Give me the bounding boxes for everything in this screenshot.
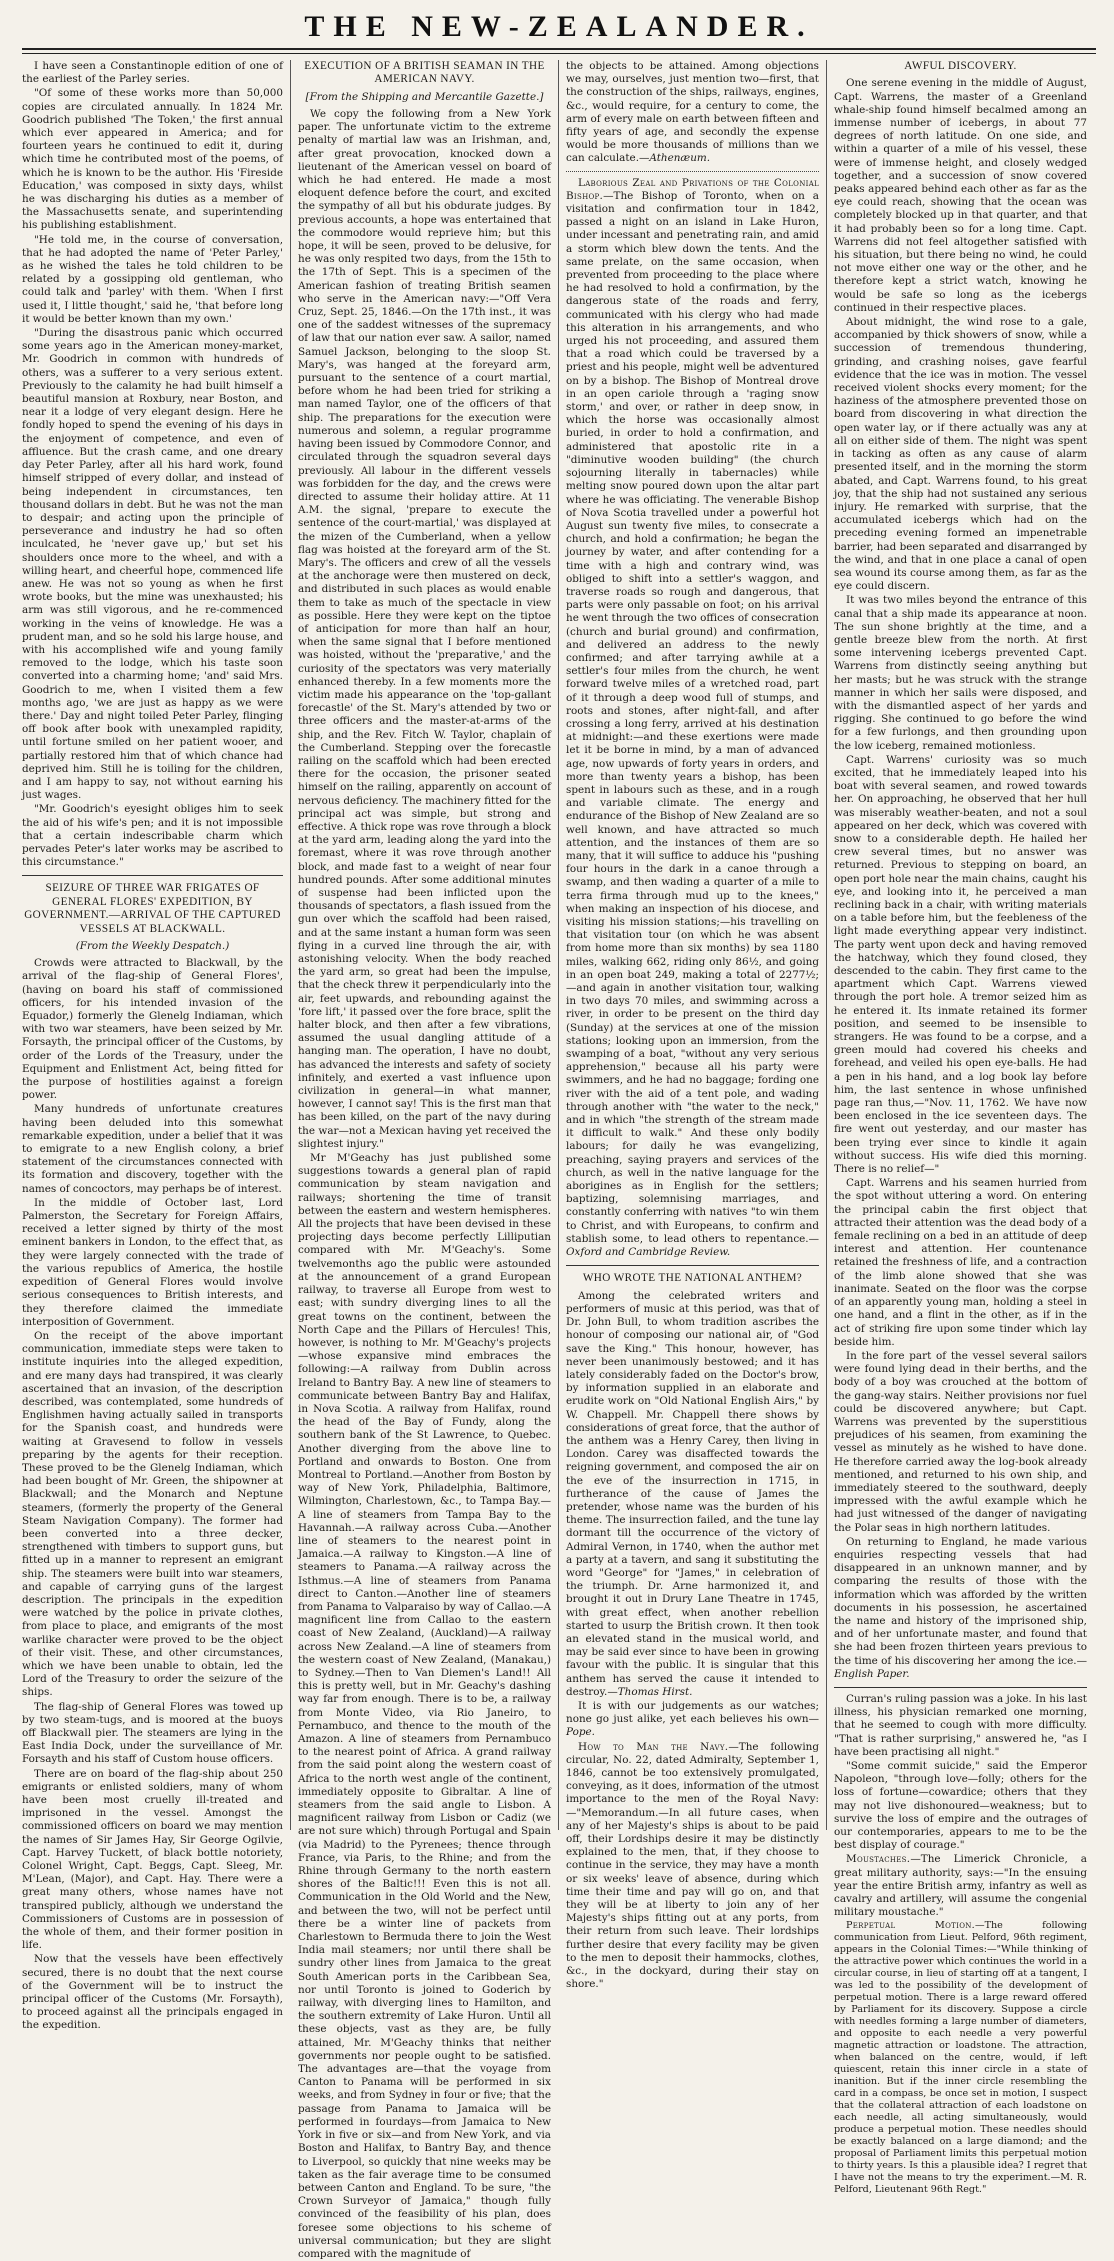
paragraph [834,1920,1087,2196]
article-source: Thomas Hirst. [617,1685,693,1698]
paragraph-text: On returning to England, he made various enquiries respecting vessels that had disappeared in an unknown manner, and by comparing the results of those with the information which was afforded by the written documents in his possession, he ascertained the name and history of the imprisoned ship, and of her unfortunate master, and found that she had been frozen thirteen years previous to the time of his discovering her among the ice.— [834,1535,1087,1667]
article-source: Athenæum. [649,152,711,165]
article-headline: AWFUL DISCOVERY. [904,60,1017,72]
paragraph: Crowds were attracted to Blackwall, by the arrival of the flag-ship of General Flores', (having on board his staff of commissioned officers, for his intended invasion of the Equador,) formerly the Glenelg Indiaman, which with two war steamers, have been seized by Mr. Forsayth, the principal officer of the Customs, by order of the Lords of the Treasury, under the Equipment and Enlistment Act, being fitted for the purpose of hostilities against a foreign power. [22,957,283,1102]
paragraph [566,177,819,1260]
paragraph-text: —The Limerick Chronicle, a great military authority, says:—"In the ensuing year the entire British army, infantry as well as cavalry and artillery, will assume the congenial military moustache." [834,1853,1087,1919]
paragraph [566,1700,819,1740]
paragraph [834,1853,1087,1919]
paragraph-text: —The following circular, No. 22, dated Admiralty, September 1, 1846, cannot be too extensively promulgated, conveying, as it does, information of the utmost importance to the men of the Royal Navy:—"Memorandum.—In all future cases, when any of her Majesty's ships is about to be paid off, their Lordships desire it may be distinctly explained to the men, that, if they choose to continue in the service, they may have a month or six weeks' leave of absence, during which time their time and pay will go on, and that they will be at liberty to join any of her Majesty's ships fitting out at any ports, from their return from such leave. Their lordships further desire that every facility may be given to the men to deposit their hammocks, clothes, &c., in the dockyard, during their stay on shore." [566,1740,819,1991]
paragraph: In the fore part of the vessel several sailors were found lying dead in their berths, and the body of a boy was crouched at the bottom of the gang-way stairs. Neither provisions nor fuel could be discovered anywhere; but Capt. Warrens was prevented by the superstitious prejudices of his seamen, from examining the vessel as minutely as he wished to have done. He therefore carried away the log-book already mentioned, and returned to his own ship, and immediately steered to the southward, deeply impressed with the awful example which he had just witnessed of the danger of navigating the Polar seas in high northern latitudes. [834,1349,1087,1534]
article-lead: How to Man the Navy. [578,1740,729,1753]
article-divider [566,1265,819,1266]
signature: M. R. Pelford, Lieutenant 96th Regt." [834,2172,1087,2196]
article-headline: EXECUTION OF A BRITISH SEAMAN IN THE AMERICAN NAVY. [304,60,545,86]
paragraph: Capt. Warrens' curiosity was so much excited, that he immediately leaped into his boat with several seamen, and rowed towards her. On approaching, he observed that her hull was miserably weather-beaten, and not a soul appeared on her deck, which was covered with snow to a considerable depth. He hailed her crew several times, but no answer was returned. Previous to stepping on board, an open port hole near the main chains, caught his eye, and looking into it, he perceived a man reclining back in a chair, with writing materials on a table before him, but the feebleness of the light made everything appear very indistinct. The party went upon deck and having removed the hatchway, which they found closed, they descended to the cabin. They first came to the apartment which Capt. Warrens viewed through the port hole. A tremor seized him as he entered it. Its inmate retained its former position, and seemed to be insensible to strangers. He was found to be a corpse, and a green mould had covered his cheeks and forehead, and veiled his open eye-balls. He had a pen in his hand, and a log book lay before him, the last sentence in whose unfinished page ran thus,—"Nov. 11, 1762. We have now been enclosed in the ice seventeen days. The fire went out yesterday, and our master has been trying ever since to kindle it again without success. His wife died this morning. There is no relief—" [834,753,1087,1176]
article-source: (From the Weekly Despatch.) [75,940,230,953]
paragraph: Curran's ruling passion was a joke. In his last illness, his physician remarked one morning, that he seemed to cough with more difficulty. "That is rather surprising," answered he, "as I have been practising all night." [834,1692,1087,1758]
paragraph: "During the disastrous panic which occurred some years ago in the American money-market, Mr. Goodrich in common with hundreds of others, was a sufferer to a very serious extent. Previously to the calamity he had built himself a beautiful mansion at Roxbury, near Boston, and near it a lodge of very elegant design. Here he fondly hoped to spend the evening of his days in the enjoyment of competence, and even of affluence. But the crash came, and one dreary day Peter Parley, after all his hard work, found himself stripped of every dollar, and instead of being independent in circumstances, ten thousand dollars in debt. But he was not the man to despair; and acting upon the principle of perseverance and industry he had so often inculcated, he 'never gave up,' but set his shoulders once more to the wheel, and with a willing heart, and cheerful hope, commenced life anew. He was not so young as when he first wrote books, but the mine was unexhausted; his arm was still vigorous, and he re-commenced working in the veins of knowledge. He was a prudent man, and so he sold his large house, and with his accomplished wife and young family removed to the lodge, which his taste soon converted into a charming home; 'and' said Mrs. Goodrich to me, when I visited them a few months ago, 'we are just as happy as we were there.' Day and night toiled Peter Parley, flinging off book after book with unexampled rapidity, until fortune smiled on her patient wooer, and partially restored him that of which chance had deprived him. Still he is toiling for the children, and I am happy to say, not without earning his just wages. [22,327,283,802]
article-source: Oxford and Cambridge Review. [566,1246,731,1259]
article-divider [834,1687,1087,1688]
paragraph: One serene evening in the middle of August, Capt. Warrens, the master of a Greenland whale-ship found himself becalmed among an immense number of icebergs, in about 77 degrees of north latitude. On one side, and within a quarter of a mile of his vessel, these were of immense height, and closely wedged together, and a succession of snow covered peaks appeared behind each other as far as the eye could reach, showing that the ocean was completely blocked up in that quarter, and that it had probably been so for a long time. Capt. Warrens did not feel altogether satisfied with his situation, but there being no wind, he could not move either one way or the other, and he therefore kept a strict watch, knowing he would be safe so long as the icebergs continued in their respective places. [834,77,1087,314]
paragraph-text: —The Bishop of Toronto, when on a visitation and confirmation tour in 1842, passed a night on an island in Lake Huron, under incessant and penetrating rain, and amid a storm which blew down the tents. And the same prelate, on the same occasion, when prevented from proceeding to the place where he had resolved to hold a confirmation, by the dangerous state of the roads and ferry, communicated with his clergy who had made this alteration in his arrangements, and who urged his not proceeding, and assured them that a road which could be traversed by a priest and his people, might well be adventured on by a bishop. The Bishop of Montreal drove in an open cariole through a 'raging snow storm,' and over, or rather in deep snow, in which the horse was occasionally almost buried, in order to hold a confirmation, and administered that apostolic rite in a "diminutive wooden building" (the church sojourning literally in tabernacles) while melting snow poured down upon the altar part where he was officiating. The venerable Bishop of Nova Scotia travelled under a powerful hot August sun twenty five miles, to consecrate a church, and hold a confirmation; he began the journey by water, and after contending for a time with a high and contrary wind, was obliged to shift into a settler's waggon, and traverse roads so rough and dangerous, that parts were only passable on foot; on his arrival he went through the two offices of consecration (church and burial ground) and confirmation, and delivered an address to the newly confirmed; and after tarrying awhile at a settler's four miles from the church, he went forward twelve miles of a wretched road, part of it through a deep wood full of stumps, and roots and stones, after night-fall, and after crossing a long ferry, arrived at his destination at midnight:—and these exertions were made let it be borne in mind, by a man of advanced age, now upwards of forty years in orders, and more than twenty years a bishop, has been spent in labours such as these, and in a rough and variable climate. The energy and endurance of the Bishop of New Zealand are so well known, and have attracted so much attention, and the instances of them are so many, that it will suffice to adduce his "pushing four hours in the dark in a canoe through a swamp, and then wading a quarter of a mile to terra firma through mud up to the knees," when making an inspection of his diocese, and visiting his mission stations;—his travelling on that visitation tour (on which he was absent from home more than six months) by sea 1180 miles, walking 662, riding only 86½, and going in an open boat 249, making a total of 2277½;—and again in another visitation tour, walking in two days 70 miles, and swimming across a river, in order to be present on the third day (Sunday) at the services at one of the mission stations; looking upon an immersion, from the swamping of a boat, "without any very serious apprehension," because all his party were swimmers, and he had no baggage; fording one river with the aid of a tent pole, and wading through another with "the water to the neck," and in which "the strength of the stream made it difficult to walk." And these only bodily labours; for daily he was evangelizing, preaching, saying prayers and services of the church, as well in the native language for the aborigines as in English for the settlers; baptizing, solemnising marriages, and constantly conferring with natives "to win them to Christ, and with Europeans, to confirm and stablish some, to lead others to repentance.— [566,189,819,1245]
column-2 [290,60,558,2260]
paragraph: We copy the following from a New York paper. The unfortunate victim to the extreme penalty of martial law was an Irishman, and, after great provocation, knocked down a lieutenant of the American vessel on board of which he had entered. He made a most eloquent defence before the court, and excited the sympathy of all but his obdurate judges. By previous accounts, a hope was entertained that the commodore would reprieve him; but this hope, it will be seen, proved to be delusive, for he was only respited two days, from the 15th to the 17th of Sept. This is a specimen of the American fashion of treating British seamen who serve in the American navy:—"Off Vera Cruz, Sept. 25, 1846.—On the 17th inst., it was one of the saddest witnesses of the supremacy of law that our nation ever saw. A sailor, named Samuel Jackson, belonging to the sloop St. Mary's, was hanged at the foreyard arm, pursuant to the sentence of a court martial, before whom he had been tried for striking a man named Taylor, one of the officers of that ship. The preparations for the execution were numerous and solemn, a regular programme having been issued by Commodore Connor, and circulated through the squadron several days previously. All labour in the different vessels was forbidden for the day, and the crews were directed to assume their holiday attire. At 11 A.M. the signal, 'prepare to execute the sentence of the court-martial,' was displayed at the mizen of the Cumberland, when a yellow flag was hoisted at the foreyard arm of the St. Mary's. The officers and crew of all the vessels at the anchorage were then mustered on deck, and distributed in such places as would enable them to take as much of the spectacle in view as possible. Here they were kept on the tiptoe of anticipation for more than half an hour, when the same signal that I before mentioned was hoisted, without the 'preparative,' and the curiosity of the spectators was very materially enhanced thereby. In a few moments more the victim made his appearance on the 'top-gallant forecastle' of the St. Mary's attended by two or three officers and the master-at-arms of the ship, and the Rev. Fitch W. Taylor, chaplain of the Cumberland. Stepping over the forecastle railing on the scaffold which had been erected there for the occasion, the prisoner seated himself on the railing, apparently on account of nervous deficiency. The machinery fitted for the principal act was simple, but strong and effective. A thick rope was rove through a block at the yard arm, leading along the yard into the foremast, where it was rove through another block, and made fast to a weight of near four hundred pounds. After some additional minutes of suspense had been inflicted upon the thousands of spectators, a flash issued from the gun over which the scaffold had been raised, and at the same instant a human form was seen flying in a curved line through the air, with astonishing velocity. When the body reached the yard arm, so great had been the impulse, that the check threw it perpendicularly into the air, feet upwards, and rebounding against the 'fore lift,' it passed over the fore brace, split the halter block, and then after a few vibrations, assumed the usual dangling attitude of a hanging man. The operation, I have no doubt, has advanced the interests and safety of society infinitely, and exerted a vast influence upon civilization in general—in what manner, however, I cannot say! This is the first man that has been killed, on the part of the navy during the war—not a Mexican having yet received the slightest injury." [298,108,552,1150]
paragraph: I have seen a Constantinople edition of one of the earliest of the Parley series. [22,60,283,86]
paragraph: There are on board of the flag-ship about 250 emigrants or enlisted soldiers, many of whom have been most cruelly ill-treated and imprisoned in the vessel. Amongst the commissioned officers on board we may mention the names of Sir James Hay, Sir George Ogilvie, Capt. Harvey Tuckett, of black bottle notoriety, Colonel Wright, Capt. Beggs, Capt. Sleeg, Mr. M'Lean, (Major), and Capt. Hay. There were a great many others, whose names have not transpired publicly, although we understand the Commissioners of Customs are in possession of the whole of them, and their former position in life. [22,1767,283,1952]
paragraph [566,1290,819,1699]
paragraph: It was two miles beyond the entrance of this canal that a ship made its appearance at noon. The sun shone brightly at the time, and a gentle breeze blew from the north. At first some intervening icebergs prevented Capt. Warrens from distinctly seeing anything but her masts; but he was struck with the strange manner in which her sails were disposed, and with the dismantled aspect of her yards and rigging. She continued to go before the wind for a few furlongs, and then grounding upon the low iceberg, remained motionless. [834,594,1087,752]
article-source: English Paper. [834,1667,910,1680]
masthead-title: THE NEW-ZEALANDER. [304,10,814,43]
paragraph-text: It is with our judgements as our watches; none go just alike, yet each believes his own— [566,1699,819,1726]
paragraph: Many hundreds of unfortunate creatures having been deluded into this somewhat remarkable expedition, under a belief that it was to emigrate to a new English colony, a brief statement of the circumstances connected with its formation and discovery, together with the names of concoctors, may perhaps be of interest. [22,1103,283,1195]
article-headline: WHO WROTE THE NATIONAL ANTHEM? [582,1272,803,1285]
article-lead: Perpetual Motion. [846,1920,976,1932]
column-1 [22,60,290,2032]
paragraph: Mr M'Geachy has just published some suggestions towards a general plan of rapid communication by steam navigation and railways; shortening the time of transit between the eastern and western hemispheres. All the projects that have been devised in these projecting days become perfectly Lilliputian compared with Mr. M'Geachy's. Some twelvemonths ago the public were astounded at the announcement of a grand European railway, to traverse all Europe from west to east; with sundry diverging lines to all the great towns on the continent, between the North Cape and the Pillars of Hercules! This, however, is nothing to Mr. M'Geachy's projects—whose expansive mind embraces the following:—A railway from Dublin across Ireland to Bantry Bay. A new line of steamers to communicate between Bantry Bay and Halifax, in Nova Scotia. A railway from Halifax, round the head of the Bay of Fundy, along the southern bank of the St Lawrence, to Quebec. Another diverging from the above line to Portland and onwards to Boston. One from Montreal to Portland.—Another from Boston by way of New York, Philadelphia, Baltimore, Wilmington, Charlestown, &c., to Tampa Bay.—A line of steamers from Tampa Bay to the Havannah.—A railway across Cuba.—Another line of steamers to the nearest point in Jamaica.—A railway to Kingston.—A line of steamers to Panama.—A railway across the Isthmus.—A line of steamers from Panama direct to Canton.—Another line of steamers from Panama to Valparaiso by way of Callao.—A magnificent line from Callao to the eastern coast of New Zealand, (Auckland)—A railway across New Zealand.—A line of steamers from the western coast of New Zealand, (Manakau,) to Sydney.—Then to Van Diemen's Land!! All this is pretty well, but in Mr. Geachy's dashing way far from enough. There is to be, a railway from Monte Video, via Rio Janeiro, to Pernambuco, and thence to the mouth of the Amazon. A line of steamers from Pernambuco to the nearest point of Africa. A grand railway from the said point along the western coast of Africa to the north west angle of the continent, immediately opposite to Gibraltar. A line of steamers from the said angle to Lisbon. A magnificent railway from Lisbon or Cadiz (we are not sure which) through Portugal and Spain (via Madrid) to the Pyrenees; thence through France, via Paris, to the Rhine; and from the Rhine through Germany to the north eastern shores of the Baltic!!! Even this is not all. Communication in the Old World and the New, and between the two, will not be perfect until there be a winter line of packets from Charlestown to Bermuda there to join the West India mail steamers; nor until there shall be sundry other lines from Jamaica to the great South American ports in the Caribbean Sea, nor until Toronto is joined to Goderich by railway, with diverging lines to Hamilton, and the southern extremity of Lake Huron. Until all these objects, vast as they are, be fully attained, Mr. M'Geachy thinks that neither governments nor people ought to be satisfied. The advantages are—that the voyage from Canton to Panama will be performed in six weeks, and from Sydney in four or five; that the passage from Panama to Jamaica will be performed in fourdays—from Jamaica to New York in five or six—and from New York, and via Boston and Halifax, to Bantry Bay, and thence to Liverpool, so quickly that nine weeks may be taken as the fair average time to be consumed between Canton and England. To be sure, "the Crown Surveyor of Jamaica," though fully convinced of the feasibility of his plan, does foresee some objections to his scheme of universal communication; but they are slight compared with the magnitude of [298,1152,551,2260]
paragraph [566,60,819,166]
masthead-rule [22,48,1096,54]
paragraph: The flag-ship of General Flores was towed up by two steam-tugs, and is moored at the buoys off Blackwall pier. The steamers are lying in the East India Dock, under the surveillance of Mr. Forsayth and his staff of Custom house officers. [22,1700,283,1766]
paragraph: Capt. Warrens and his seamen hurried from the spot without uttering a word. On entering the principal cabin the first object that attracted their attention was the dead body of a female reclining on a bed in an attitude of deep interest and attention. Her countenance retained the freshness of life, and a contraction of the limb alone showed that she was inanimate. Seated on the floor was the corpse of an apparently young man, holding a steel in one hand, and a flint in the other, as if in the act of striking fire upon some tinder which lay beside him. [834,1177,1087,1348]
columns [22,60,1096,2260]
article-lead: Laborious Zeal and Privations of the Colonial Bishop. [566,176,819,202]
paragraph: In the middle of October last, Lord Palmerston, the Secretary for Foreign Affairs, received a letter signed by thirty of the most eminent bankers in London, to the effect that, as they were largely connected with the trade of the various republics of America, the hostile expedition of General Flores would involve serious consequences to British interests, and they therefore claimed the immediate interposition of Government. [22,1196,283,1328]
paragraph-text: Among the celebrated writers and performers of music at this period, was that of Dr. John Bull, to whom tradition ascribes the honour of composing our national air, of "God save the King." This honour, however, has never been unanimously bestowed; and it has lately considerably faded on the Doctor's brow, by information supplied in an elaborate and erudite work on "Old National English Airs," by W. Chappell. Mr. Chappell there shows by considerations of great force, that the author of the anthem was a Henry Carey, then living in London. Carey was disaffected towards the reigning government, and composed the air on the eve of the insurrection in 1715, in furtherance of the cause of James the pretender, whose name was the burden of his theme. The insurrection failed, and the tune lay dormant till the occurrence of the victory of Admiral Vernon, in 1740, when the author met a party at a tavern, and sang it substituting the word "George" for "James," in celebration of the triumph. Dr. Arne harmonized it, and brought it out in Drury Lane Theatre in 1745, with great effect, when another rebellion started to usurp the British crown. It then took an elevated stand in the musical world, and may be said ever since to have been in growing favour with the public. It is singular that this anthem has served the cause it intended to destroy.— [566,1289,819,1698]
article-lead: Moustaches. [846,1853,911,1866]
article-divider [566,171,819,172]
paragraph: "Mr. Goodrich's eyesight obliges him to seek the aid of his wife's pen; and it is not impossible that a certain indescribable charm which pervades Peter's later works may be ascribed to this circumstance." [22,803,283,869]
paragraph-text: —The following communication from Lieut. Pelford, 96th regiment, appears in the Colonial Times:—"While thinking of the attractive power which continues the world in a circular course, in lieu of starting off at a tangent, I was led to the possibility of the development of perpetual motion. There is a large reward offered by Parliament for its discovery. Suppose a circle with needles forming a large number of diameters, and opposite to each needle a very powerful magnetic attraction or loadstone. The attraction, when balanced on the centre, would, if left quiescent, retain this inner circle in a state of inanition. But if the inner circle resembling the card in a compass, be once set in motion, I suspect that the collateral attraction of each loadstone on each needle, all acting simultaneously, would produce a perpetual motion. These needles should be exactly balanced on a large diamond; and the proposal of Parliament limits this perpetual motion to thirty years. Is this a plausible idea? I regret that I have not the means to try the experiment.— [834,1920,1087,2184]
column-3 [558,60,826,1991]
article-source: [From the Shipping and Mercantile Gazette.] [305,90,544,103]
article-source: Pope. [566,1726,595,1739]
paragraph: "Some commit suicide," said the Emperor Napoleon, "through love—folly; others for the loss of fortune—cowardice; others that they may not live dishonoured—weakness; but to survive the loss of empire and the outrages of our contemporaries, appears to me to be the best display of courage." [834,1760,1087,1852]
article-divider [22,875,283,876]
paragraph: On the receipt of the above important communication, immediate steps were taken to institute inquiries into the alleged expedition, and ere many days had transpired, it was clearly ascertained that an invasion, of the description described, was contemplated, some hundreds of Englishmen having actually sailed in transports for the Spanish coast, and hundreds were waiting at Gravesend to follow in vessels preparing by the agents for their reception. These proved to be the Glenelg Indiaman, which had been bought of Mr. Green, the shipowner at Blackwall; and the Monarch and Neptune steamers, (formerly the property of the General Steam Navigation Company). The former had been converted into a three decker, strengthened with timbers to support guns, but fitted up in a manner to represent an emigrant ship. The steamers were built into war steamers, and capable of carrying guns of the largest description. The principals in the expedition were watched by the police in private clothes, from place to place, and emigrants of the most warlike character were proved to be the object of their visit. These, and other circumstances, which we have been unable to obtain, led the Lord of the Treasury to order the seizure of the ships. [22,1329,283,1699]
article-headline: SEIZURE OF THREE WAR FRIGATES OF GENERAL FLORES' EXPEDITION, BY GOVERNMENT.—ARRIVAL OF THE CAPTURED VESSELS AT BLACKWALL. [24,882,281,935]
column-4 [826,60,1094,2196]
paragraph: "He told me, in the course of conversation, that he had adopted the name of 'Peter Parley,' as he wished the tales he told children to be related by a gossipping old gentleman, who could talk and 'parley' with them. 'When I first used it, I little thought,' said he, 'that before long it would be better known than my own.' [22,233,283,325]
paragraph: "Of some of these works more than 50,000 copies are circulated annually. In 1824 Mr. Goodrich published 'The Token,' the first annual which ever appeared in America; and for fourteen years he continued to edit it, during which time he contributed most of the poems, of which he is known to be the author. His 'Fireside Education,' was composed in sixty days, whilst he was discharging his duties as a member of the Massachusetts senate, and superintending his publishing establishment. [22,87,283,232]
paragraph [834,1536,1087,1681]
paragraph [566,1741,819,1992]
paragraph: Now that the vessels have been effectively secured, there is no doubt that the next course of the Government will be to instruct the principal officer of the Customs (Mr. Forsayth), to proceed against all the principals engaged in the expedition. [22,1953,283,2032]
paragraph: About midnight, the wind rose to a gale, accompanied by thick showers of snow, while a succession of tremendous thundering, grinding, and crashing noises, gave fearful evidence that the ice was in motion. The vessel received violent shocks every moment; for the haziness of the atmosphere prevented those on board from discovering in what direction the open water lay, or if there actually was any at all on either side of them. The night was spent in tacking as often as any cause of alarm presented itself, and in the morning the storm abated, and Capt. Warrens found, to his great joy, that the ship had not sustained any serious injury. He remarked with surprise, that the accumulated icebergs which had on the preceding evening formed an impenetrable barrier, had been separated and disarranged by the wind, and that in one place a canal of open sea wound its course among them, as far as the eye could discern. [834,316,1087,593]
paragraph-text: the objects to be attained. Among objections we may, ourselves, just mention two—first, that the construction of the ships, railways, engines, &c., would require, for a century to come, the arm of every male on earth between fifteen and fifty years of age, and secondly the expense would be more thousands of millions than we can calculate.— [566,60,819,165]
